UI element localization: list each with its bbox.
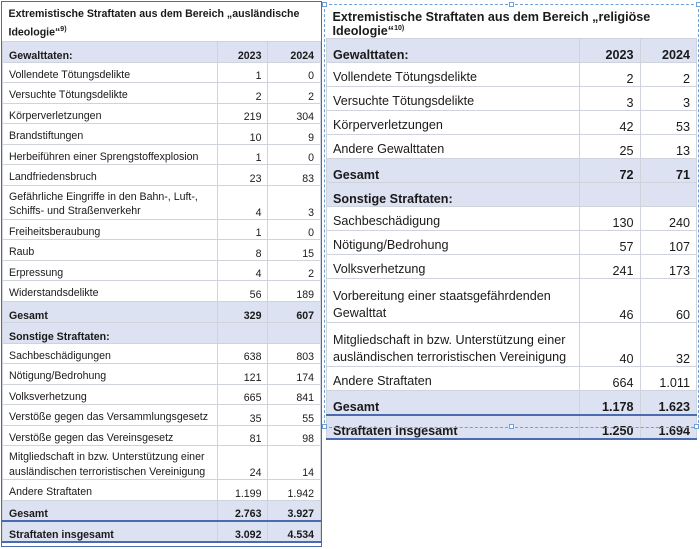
row-label: Landfriedensbruch bbox=[3, 165, 218, 186]
value-2023: 35 bbox=[218, 405, 268, 426]
table-row bbox=[327, 87, 697, 111]
value-2023: 4 bbox=[218, 185, 268, 219]
value-2024: 53 bbox=[640, 111, 696, 135]
value-2024: 9 bbox=[268, 124, 321, 145]
row-label: Vorbereitung einer staatsgefährdenden Gewalttat bbox=[327, 279, 580, 323]
row-label: Nötigung/Bedrohung bbox=[327, 231, 580, 255]
row-label: Gesamt bbox=[3, 301, 218, 322]
value-2024: 304 bbox=[268, 103, 321, 124]
value-2024: 98 bbox=[268, 425, 321, 446]
row-label: Andere Straftaten bbox=[327, 367, 580, 391]
section-label: Gewalttaten: bbox=[3, 41, 218, 62]
value-2023: 241 bbox=[580, 255, 640, 279]
subtotal-row bbox=[327, 159, 697, 183]
table-row bbox=[3, 281, 321, 302]
value-2024: 14 bbox=[268, 446, 321, 480]
table-row bbox=[327, 255, 697, 279]
value-2023: 24 bbox=[218, 446, 268, 480]
row-label: Gesamt bbox=[327, 159, 580, 183]
value-2023: 23 bbox=[218, 165, 268, 186]
row-label: Volksverhetzung bbox=[3, 384, 218, 405]
row-label: Sachbeschädigungen bbox=[3, 343, 218, 364]
value-2024: 1.011 bbox=[640, 367, 696, 391]
value-2024: 0 bbox=[268, 62, 321, 83]
table-row bbox=[327, 135, 697, 159]
value-2023: 664 bbox=[580, 367, 640, 391]
value-2024: 174 bbox=[268, 364, 321, 385]
value-2023: 3 bbox=[580, 87, 640, 111]
row-label: Versuchte Tötungsdelikte bbox=[327, 87, 580, 111]
row-label: Mitgliedschaft in bzw. Unterstützung einer ausländischen terroristischen Vereinigung bbox=[3, 446, 218, 480]
value-2024: 0 bbox=[268, 144, 321, 165]
value-2023: 56 bbox=[218, 281, 268, 302]
table-row bbox=[3, 185, 321, 219]
year-header: 2024 bbox=[268, 41, 321, 62]
value-2024: 2 bbox=[268, 83, 321, 104]
value-2023: 3.092 bbox=[218, 521, 268, 542]
row-label: Herbeiführen einer Sprengstoffexplosion bbox=[3, 144, 218, 165]
row-label: Gefährliche Eingriffe in den Bahn-, Luft-, Schiffs- und Straßenverkehr bbox=[3, 185, 218, 219]
row-label: Körperverletzungen bbox=[327, 111, 580, 135]
value-2024: 1.623 bbox=[640, 391, 696, 415]
row-label: Brandstiftungen bbox=[3, 124, 218, 145]
table-row bbox=[327, 63, 697, 87]
value-2023: 81 bbox=[218, 425, 268, 446]
row-label: Volksverhetzung bbox=[327, 255, 580, 279]
value-2023: 46 bbox=[580, 279, 640, 323]
value-2023: 638 bbox=[218, 343, 268, 364]
resize-handle[interactable] bbox=[509, 424, 514, 429]
table-row bbox=[3, 446, 321, 480]
value-2024: 71 bbox=[640, 159, 696, 183]
year-header: 2024 bbox=[640, 39, 696, 63]
row-label: Gesamt bbox=[3, 500, 218, 521]
table-row bbox=[3, 405, 321, 426]
table-row bbox=[3, 260, 321, 281]
value-2024: 55 bbox=[268, 405, 321, 426]
value-2023: 1 bbox=[218, 144, 268, 165]
table-row bbox=[327, 279, 697, 323]
value-2024: 60 bbox=[640, 279, 696, 323]
row-label: Nötigung/Bedrohung bbox=[3, 364, 218, 385]
table-row bbox=[3, 240, 321, 261]
row-label: Andere Gewalttaten bbox=[327, 135, 580, 159]
row-label: Straftaten insgesamt bbox=[3, 521, 218, 542]
header-row bbox=[3, 41, 321, 62]
row-label: Straftaten insgesamt bbox=[327, 415, 580, 439]
grand-total-row bbox=[3, 521, 321, 542]
table-row bbox=[3, 83, 321, 104]
value-2024: 841 bbox=[268, 384, 321, 405]
value-2024: 3.927 bbox=[268, 500, 321, 521]
resize-handle[interactable] bbox=[322, 424, 327, 429]
value-2024: 803 bbox=[268, 343, 321, 364]
value-2024: 173 bbox=[640, 255, 696, 279]
row-label: Freiheitsberaubung bbox=[3, 219, 218, 240]
value-2023: 1 bbox=[218, 219, 268, 240]
subtotal-row bbox=[3, 500, 321, 521]
value-2024: 240 bbox=[640, 207, 696, 231]
table-row bbox=[327, 207, 697, 231]
subtotal-row bbox=[3, 301, 321, 322]
row-label: Verstöße gegen das Vereinsgesetz bbox=[3, 425, 218, 446]
value-2023: 1.250 bbox=[580, 415, 640, 439]
value-2023: 40 bbox=[580, 323, 640, 367]
value-2024: 107 bbox=[640, 231, 696, 255]
row-label: Erpressung bbox=[3, 260, 218, 281]
table-row bbox=[3, 343, 321, 364]
table-auslaendische-ideologie bbox=[2, 3, 321, 543]
row-label: Vollendete Tötungsdelikte bbox=[3, 62, 218, 83]
value-2023: 1.199 bbox=[218, 480, 268, 501]
table-row bbox=[327, 111, 697, 135]
row-label: Sachbeschädigung bbox=[327, 207, 580, 231]
section-header-row bbox=[327, 183, 697, 207]
row-label: Andere Straftaten bbox=[3, 480, 218, 501]
row-label: Mitgliedschaft in bzw. Unterstützung einer ausländischen terroristischen Vereinigung bbox=[327, 323, 580, 367]
table-row bbox=[3, 364, 321, 385]
resize-handle[interactable] bbox=[322, 2, 327, 7]
value-2024: 4.534 bbox=[268, 521, 321, 542]
row-label: Vollendete Tötungsdelikte bbox=[327, 63, 580, 87]
table-row bbox=[3, 425, 321, 446]
table-row bbox=[3, 219, 321, 240]
value-2023: 2 bbox=[580, 63, 640, 87]
row-label: Raub bbox=[3, 240, 218, 261]
row-label: Gesamt bbox=[327, 391, 580, 415]
table-row bbox=[327, 367, 697, 391]
table-row bbox=[3, 62, 321, 83]
table-title: Extremistische Straftaten aus dem Bereich „religiöse Ideologie“$^{10)}$ bbox=[332, 10, 651, 38]
value-2023: 57 bbox=[580, 231, 640, 255]
value-2023: 2 bbox=[218, 83, 268, 104]
value-2024: 83 bbox=[268, 165, 321, 186]
row-label: Verstöße gegen das Versammlungsgesetz bbox=[3, 405, 218, 426]
value-2023: 121 bbox=[218, 364, 268, 385]
value-2024: 1.942 bbox=[268, 480, 321, 501]
table-row bbox=[3, 165, 321, 186]
value-2024: 32 bbox=[640, 323, 696, 367]
value-2024: 2 bbox=[268, 260, 321, 281]
value-2024: 0 bbox=[268, 219, 321, 240]
header-row bbox=[327, 39, 697, 63]
resize-handle[interactable] bbox=[509, 2, 514, 7]
value-2023: 219 bbox=[218, 103, 268, 124]
value-2024: 3 bbox=[268, 185, 321, 219]
row-label: Körperverletzungen bbox=[3, 103, 218, 124]
value-2023: 72 bbox=[580, 159, 640, 183]
value-2024: 15 bbox=[268, 240, 321, 261]
table-row bbox=[3, 384, 321, 405]
value-2024: 1.694 bbox=[640, 415, 696, 439]
value-2023: 130 bbox=[580, 207, 640, 231]
section-label: Sonstige Straftaten: bbox=[327, 183, 580, 207]
subtotal-row bbox=[327, 391, 697, 415]
value-2023: 329 bbox=[218, 301, 268, 322]
table-title: Extremistische Straftaten aus dem Bereich „ausländische Ideologie“$^{9)}$ bbox=[8, 8, 300, 39]
value-2024: 3 bbox=[640, 87, 696, 111]
year-header: 2023 bbox=[218, 41, 268, 62]
resize-handle[interactable] bbox=[694, 424, 699, 429]
resize-handle[interactable] bbox=[696, 2, 700, 7]
section-header-row bbox=[3, 322, 321, 343]
table-row bbox=[3, 124, 321, 145]
value-2023: 25 bbox=[580, 135, 640, 159]
value-2023: 10 bbox=[218, 124, 268, 145]
value-2023: 665 bbox=[218, 384, 268, 405]
value-2024: 2 bbox=[640, 63, 696, 87]
table-row bbox=[327, 323, 697, 367]
row-label: Versuchte Tötungsdelikte bbox=[3, 83, 218, 104]
value-2023: 42 bbox=[580, 111, 640, 135]
value-2023: 1 bbox=[218, 62, 268, 83]
section-label: Gewalttaten: bbox=[327, 39, 580, 63]
table-row bbox=[3, 480, 321, 501]
table-row bbox=[3, 144, 321, 165]
value-2023: 4 bbox=[218, 260, 268, 281]
year-header: 2023 bbox=[580, 39, 640, 63]
value-2024: 189 bbox=[268, 281, 321, 302]
table-religioese-ideologie bbox=[326, 5, 697, 440]
value-2024: 607 bbox=[268, 301, 321, 322]
table-row bbox=[3, 103, 321, 124]
section-label: Sonstige Straftaten: bbox=[3, 322, 218, 343]
row-label: Widerstandsdelikte bbox=[3, 281, 218, 302]
value-2023: 8 bbox=[218, 240, 268, 261]
value-2023: 1.178 bbox=[580, 391, 640, 415]
value-2023: 2.763 bbox=[218, 500, 268, 521]
value-2024: 13 bbox=[640, 135, 696, 159]
table-row bbox=[327, 231, 697, 255]
